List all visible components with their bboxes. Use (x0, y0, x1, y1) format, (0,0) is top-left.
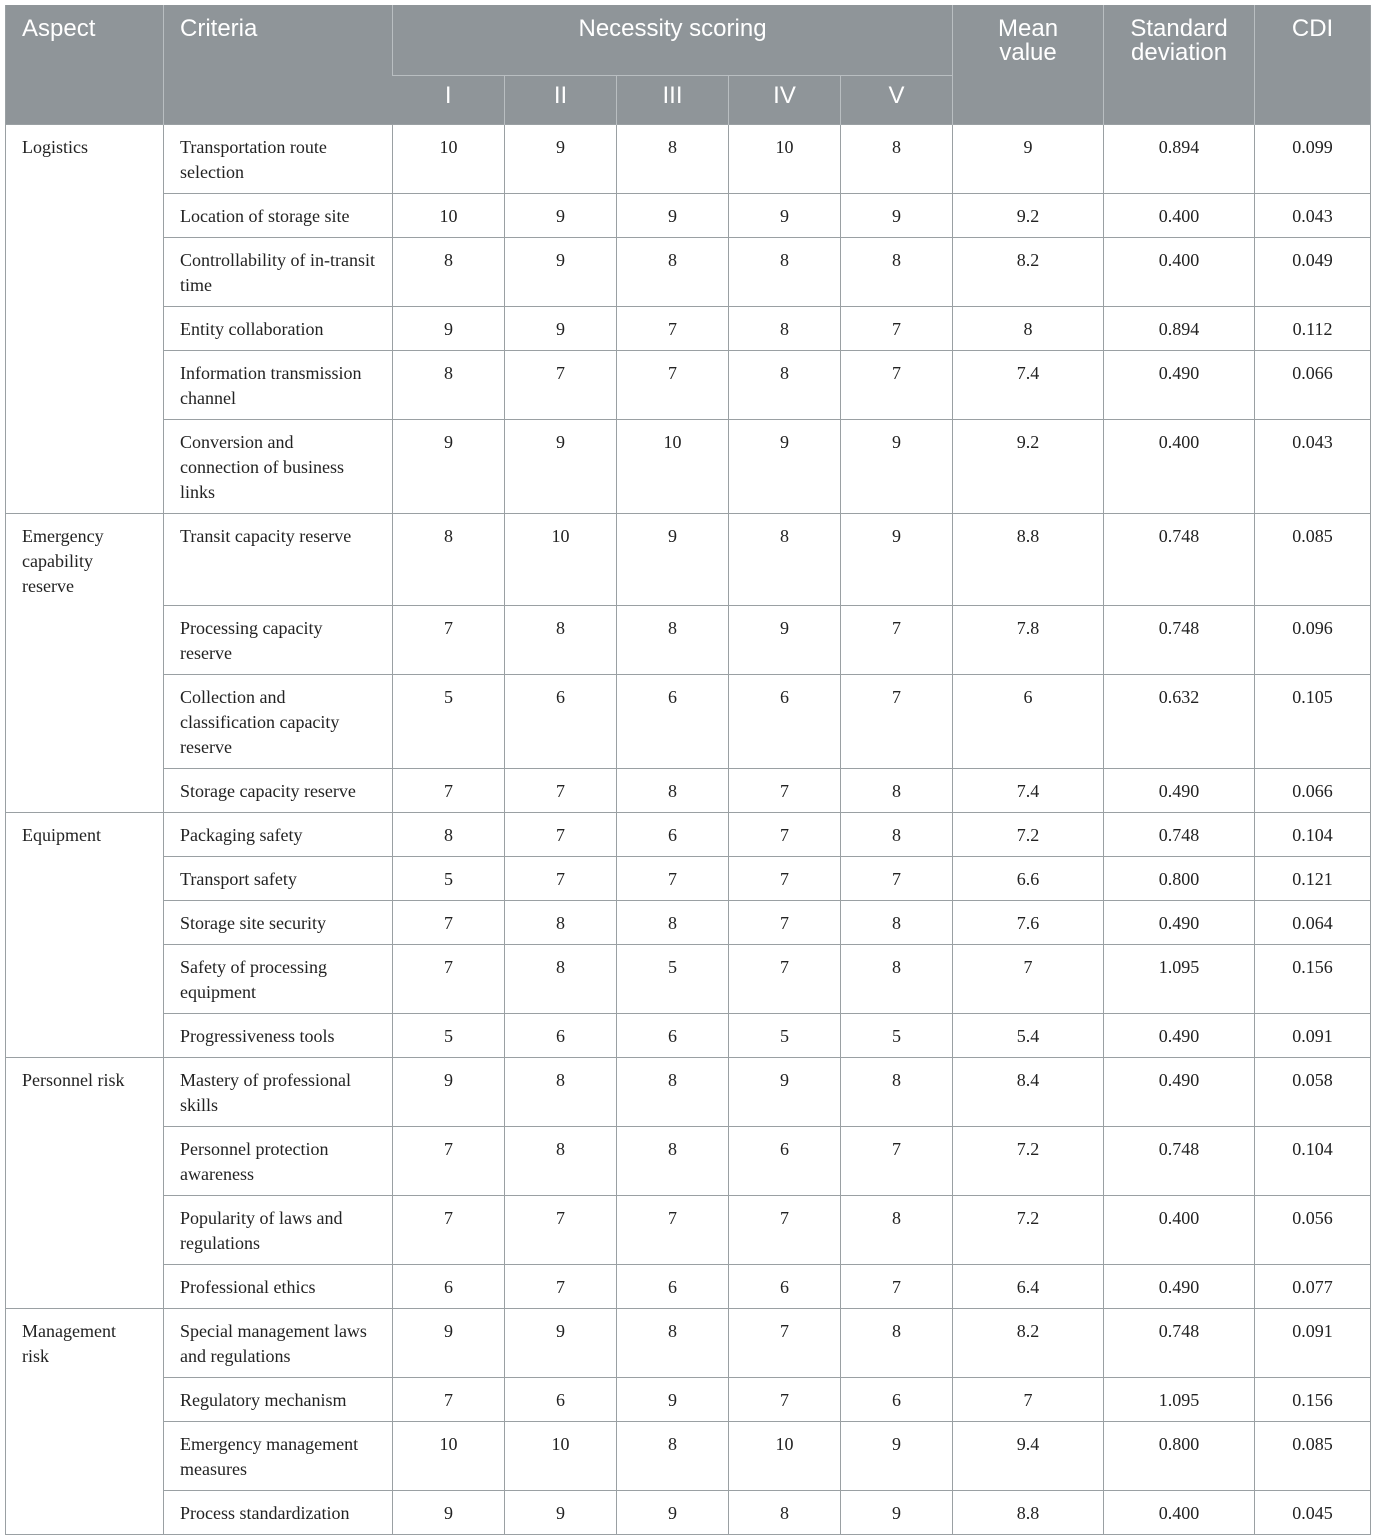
score-cell: 10 (617, 420, 729, 514)
score-cell: 8 (729, 307, 841, 351)
table-row (6, 351, 1371, 420)
header-expert-4: IV (729, 76, 841, 125)
score-cell: 9 (617, 1491, 729, 1535)
score-cell: 8 (841, 1196, 953, 1265)
standard-deviation-cell: 1.095 (1104, 945, 1255, 1014)
score-cell: 5 (393, 857, 505, 901)
mean-value-cell: 7.6 (953, 901, 1104, 945)
header-necessity-scoring: Necessity scoring (393, 5, 953, 76)
score-cell: 7 (393, 945, 505, 1014)
mean-value-cell: 9.4 (953, 1422, 1104, 1491)
score-cell: 8 (841, 1309, 953, 1378)
cdi-table (5, 5, 1371, 1535)
mean-value-cell: 7 (953, 1378, 1104, 1422)
score-cell: 6 (617, 813, 729, 857)
score-cell: 9 (393, 1491, 505, 1535)
table-row (6, 945, 1371, 1014)
score-cell: 6 (617, 675, 729, 769)
score-cell: 8 (841, 238, 953, 307)
criteria-cell: Conversion and connection of business links (164, 420, 393, 514)
standard-deviation-cell: 0.490 (1104, 1058, 1255, 1127)
score-cell: 8 (505, 945, 617, 1014)
table-row (6, 194, 1371, 238)
table-row (6, 1309, 1371, 1378)
score-cell: 7 (505, 1196, 617, 1265)
score-cell: 8 (393, 514, 505, 606)
score-cell: 9 (841, 194, 953, 238)
score-cell: 5 (393, 675, 505, 769)
score-cell: 8 (841, 769, 953, 813)
score-cell: 8 (505, 1127, 617, 1196)
score-cell: 9 (505, 125, 617, 194)
criteria-cell: Transportation route selection (164, 125, 393, 194)
score-cell: 8 (841, 1058, 953, 1127)
score-cell: 7 (729, 769, 841, 813)
score-cell: 9 (841, 420, 953, 514)
score-cell: 7 (617, 351, 729, 420)
standard-deviation-cell: 0.400 (1104, 194, 1255, 238)
mean-value-cell: 8.2 (953, 238, 1104, 307)
header-expert-3: III (617, 76, 729, 125)
criteria-cell: Location of storage site (164, 194, 393, 238)
criteria-cell: Popularity of laws and regulations (164, 1196, 393, 1265)
standard-deviation-cell: 0.748 (1104, 1127, 1255, 1196)
score-cell: 10 (505, 1422, 617, 1491)
score-cell: 7 (841, 351, 953, 420)
score-cell: 7 (505, 1265, 617, 1309)
table-row (6, 1491, 1371, 1535)
score-cell: 9 (393, 1309, 505, 1378)
table-row (6, 307, 1371, 351)
standard-deviation-cell: 0.400 (1104, 1491, 1255, 1535)
score-cell: 5 (841, 1014, 953, 1058)
score-cell: 8 (617, 901, 729, 945)
score-cell: 9 (841, 514, 953, 606)
score-cell: 8 (617, 1422, 729, 1491)
cdi-cell: 0.064 (1255, 901, 1371, 945)
score-cell: 8 (841, 125, 953, 194)
score-cell: 7 (729, 1196, 841, 1265)
cdi-cell: 0.104 (1255, 1127, 1371, 1196)
table-row (6, 901, 1371, 945)
score-cell: 6 (617, 1265, 729, 1309)
header-cdi: CDI (1255, 5, 1371, 125)
table-row (6, 1058, 1371, 1127)
mean-value-cell: 7.4 (953, 769, 1104, 813)
cdi-cell: 0.058 (1255, 1058, 1371, 1127)
standard-deviation-cell: 0.894 (1104, 125, 1255, 194)
score-cell: 7 (617, 1196, 729, 1265)
score-cell: 5 (729, 1014, 841, 1058)
table-row (6, 857, 1371, 901)
score-cell: 9 (729, 606, 841, 675)
score-cell: 9 (841, 1491, 953, 1535)
mean-value-cell: 7.2 (953, 813, 1104, 857)
score-cell: 8 (617, 606, 729, 675)
mean-value-cell: 9.2 (953, 420, 1104, 514)
score-cell: 9 (617, 1378, 729, 1422)
score-cell: 8 (393, 813, 505, 857)
score-cell: 7 (393, 769, 505, 813)
cdi-cell: 0.099 (1255, 125, 1371, 194)
mean-value-cell: 6.4 (953, 1265, 1104, 1309)
mean-value-cell: 7.2 (953, 1196, 1104, 1265)
score-cell: 9 (505, 1309, 617, 1378)
aspect-cell: Logistics (6, 125, 164, 514)
mean-value-cell: 7.8 (953, 606, 1104, 675)
score-cell: 8 (841, 901, 953, 945)
score-cell: 7 (729, 813, 841, 857)
header-expert-5: V (841, 76, 953, 125)
score-cell: 8 (729, 514, 841, 606)
table-row (6, 125, 1371, 194)
cdi-cell: 0.091 (1255, 1309, 1371, 1378)
mean-value-cell: 6.6 (953, 857, 1104, 901)
mean-value-cell: 9 (953, 125, 1104, 194)
criteria-cell: Storage site security (164, 901, 393, 945)
score-cell: 8 (393, 238, 505, 307)
cdi-cell: 0.066 (1255, 351, 1371, 420)
score-cell: 10 (393, 125, 505, 194)
score-cell: 9 (505, 420, 617, 514)
cdi-cell: 0.043 (1255, 194, 1371, 238)
cdi-cell: 0.156 (1255, 1378, 1371, 1422)
score-cell: 5 (393, 1014, 505, 1058)
score-cell: 9 (393, 307, 505, 351)
standard-deviation-cell: 0.400 (1104, 420, 1255, 514)
criteria-cell: Mastery of professional skills (164, 1058, 393, 1127)
score-cell: 6 (505, 1378, 617, 1422)
score-cell: 7 (505, 351, 617, 420)
criteria-cell: Personnel protection awareness (164, 1127, 393, 1196)
header-expert-1: I (393, 76, 505, 125)
score-cell: 7 (841, 675, 953, 769)
cdi-cell: 0.077 (1255, 1265, 1371, 1309)
mean-value-cell: 8.8 (953, 514, 1104, 606)
mean-value-cell: 7.2 (953, 1127, 1104, 1196)
standard-deviation-cell: 0.400 (1104, 238, 1255, 307)
cdi-cell: 0.121 (1255, 857, 1371, 901)
score-cell: 10 (393, 1422, 505, 1491)
score-cell: 8 (617, 1309, 729, 1378)
standard-deviation-cell: 0.490 (1104, 351, 1255, 420)
table-row (6, 769, 1371, 813)
score-cell: 7 (393, 1127, 505, 1196)
standard-deviation-cell: 0.894 (1104, 307, 1255, 351)
table-row (6, 514, 1371, 606)
mean-value-cell: 8.4 (953, 1058, 1104, 1127)
standard-deviation-cell: 0.632 (1104, 675, 1255, 769)
criteria-cell: Professional ethics (164, 1265, 393, 1309)
table-row (6, 238, 1371, 307)
score-cell: 6 (505, 1014, 617, 1058)
header-mean-value: Mean value (953, 5, 1104, 125)
score-cell: 8 (617, 1058, 729, 1127)
score-cell: 8 (617, 769, 729, 813)
criteria-cell: Progressiveness tools (164, 1014, 393, 1058)
score-cell: 9 (505, 1491, 617, 1535)
score-cell: 9 (729, 194, 841, 238)
table-row (6, 1196, 1371, 1265)
score-cell: 8 (841, 945, 953, 1014)
table-row (6, 420, 1371, 514)
cdi-cell: 0.105 (1255, 675, 1371, 769)
score-cell: 8 (729, 1491, 841, 1535)
score-cell: 7 (505, 813, 617, 857)
table-header (6, 5, 1371, 125)
score-cell: 7 (729, 1309, 841, 1378)
cdi-cell: 0.085 (1255, 514, 1371, 606)
standard-deviation-cell: 0.400 (1104, 1196, 1255, 1265)
cdi-cell: 0.043 (1255, 420, 1371, 514)
cdi-cell: 0.091 (1255, 1014, 1371, 1058)
score-cell: 7 (393, 606, 505, 675)
aspect-cell: Management risk (6, 1309, 164, 1535)
criteria-cell: Controllability of in-transit time (164, 238, 393, 307)
table-row (6, 1265, 1371, 1309)
table-row (6, 813, 1371, 857)
mean-value-cell: 7.4 (953, 351, 1104, 420)
table-row (6, 675, 1371, 769)
standard-deviation-cell: 0.490 (1104, 1265, 1255, 1309)
score-cell: 7 (393, 901, 505, 945)
score-cell: 8 (505, 901, 617, 945)
criteria-cell: Storage capacity reserve (164, 769, 393, 813)
score-cell: 6 (617, 1014, 729, 1058)
header-standard-deviation: Standard deviation (1104, 5, 1255, 125)
score-cell: 10 (505, 514, 617, 606)
score-cell: 9 (617, 514, 729, 606)
cdi-cell: 0.096 (1255, 606, 1371, 675)
score-cell: 10 (729, 125, 841, 194)
score-cell: 9 (393, 420, 505, 514)
score-cell: 7 (729, 945, 841, 1014)
standard-deviation-cell: 0.490 (1104, 901, 1255, 945)
score-cell: 7 (393, 1196, 505, 1265)
table-body (6, 125, 1371, 1535)
score-cell: 8 (617, 1127, 729, 1196)
mean-value-cell: 8.8 (953, 1491, 1104, 1535)
cdi-cell: 0.085 (1255, 1422, 1371, 1491)
standard-deviation-cell: 0.800 (1104, 857, 1255, 901)
criteria-cell: Entity collaboration (164, 307, 393, 351)
score-cell: 7 (841, 606, 953, 675)
score-cell: 8 (505, 1058, 617, 1127)
score-cell: 7 (841, 1265, 953, 1309)
standard-deviation-cell: 0.490 (1104, 769, 1255, 813)
mean-value-cell: 7 (953, 945, 1104, 1014)
score-cell: 7 (841, 307, 953, 351)
criteria-cell: Safety of processing equipment (164, 945, 393, 1014)
criteria-cell: Packaging safety (164, 813, 393, 857)
table-row (6, 1127, 1371, 1196)
score-cell: 7 (505, 857, 617, 901)
score-cell: 6 (841, 1378, 953, 1422)
cdi-cell: 0.045 (1255, 1491, 1371, 1535)
score-cell: 10 (729, 1422, 841, 1491)
score-cell: 9 (393, 1058, 505, 1127)
table-row (6, 606, 1371, 675)
criteria-cell: Regulatory mechanism (164, 1378, 393, 1422)
aspect-cell: Equipment (6, 813, 164, 1058)
score-cell: 7 (393, 1378, 505, 1422)
table-row (6, 1014, 1371, 1058)
criteria-cell: Transit capacity reserve (164, 514, 393, 606)
standard-deviation-cell: 0.748 (1104, 1309, 1255, 1378)
score-cell: 10 (393, 194, 505, 238)
score-cell: 6 (729, 1127, 841, 1196)
mean-value-cell: 8.2 (953, 1309, 1104, 1378)
header-criteria: Criteria (164, 5, 393, 125)
criteria-cell: Transport safety (164, 857, 393, 901)
score-cell: 7 (729, 1378, 841, 1422)
criteria-cell: Special management laws and regulations (164, 1309, 393, 1378)
score-cell: 6 (729, 675, 841, 769)
score-cell: 8 (617, 125, 729, 194)
score-cell: 8 (393, 351, 505, 420)
cdi-cell: 0.104 (1255, 813, 1371, 857)
score-cell: 7 (729, 901, 841, 945)
score-cell: 8 (505, 606, 617, 675)
score-cell: 7 (841, 857, 953, 901)
cdi-cell: 0.056 (1255, 1196, 1371, 1265)
aspect-cell: Personnel risk (6, 1058, 164, 1309)
score-cell: 7 (617, 307, 729, 351)
criteria-cell: Process standardization (164, 1491, 393, 1535)
score-cell: 8 (729, 238, 841, 307)
score-cell: 7 (729, 857, 841, 901)
criteria-cell: Processing capacity reserve (164, 606, 393, 675)
criteria-cell: Collection and classification capacity reserve (164, 675, 393, 769)
score-cell: 9 (841, 1422, 953, 1491)
score-cell: 9 (617, 194, 729, 238)
mean-value-cell: 9.2 (953, 194, 1104, 238)
cdi-cell: 0.112 (1255, 307, 1371, 351)
criteria-cell: Emergency management measures (164, 1422, 393, 1491)
standard-deviation-cell: 1.095 (1104, 1378, 1255, 1422)
table-row (6, 1378, 1371, 1422)
standard-deviation-cell: 0.800 (1104, 1422, 1255, 1491)
score-cell: 6 (729, 1265, 841, 1309)
header-aspect: Aspect (6, 5, 164, 125)
header-expert-2: II (505, 76, 617, 125)
score-cell: 6 (505, 675, 617, 769)
score-cell: 6 (393, 1265, 505, 1309)
mean-value-cell: 6 (953, 675, 1104, 769)
score-cell: 8 (617, 238, 729, 307)
standard-deviation-cell: 0.490 (1104, 1014, 1255, 1058)
score-cell: 9 (505, 194, 617, 238)
standard-deviation-cell: 0.748 (1104, 514, 1255, 606)
score-cell: 9 (729, 420, 841, 514)
score-cell: 5 (617, 945, 729, 1014)
mean-value-cell: 5.4 (953, 1014, 1104, 1058)
cdi-cell: 0.066 (1255, 769, 1371, 813)
score-cell: 8 (729, 351, 841, 420)
score-cell: 7 (617, 857, 729, 901)
aspect-cell: Emergency capability reserve (6, 514, 164, 813)
mean-value-cell: 8 (953, 307, 1104, 351)
standard-deviation-cell: 0.748 (1104, 813, 1255, 857)
score-cell: 9 (505, 238, 617, 307)
table-row (6, 1422, 1371, 1491)
cdi-cell: 0.049 (1255, 238, 1371, 307)
score-cell: 7 (505, 769, 617, 813)
score-cell: 9 (505, 307, 617, 351)
standard-deviation-cell: 0.748 (1104, 606, 1255, 675)
score-cell: 8 (841, 813, 953, 857)
score-cell: 7 (841, 1127, 953, 1196)
cdi-cell: 0.156 (1255, 945, 1371, 1014)
criteria-cell: Information transmission channel (164, 351, 393, 420)
score-cell: 9 (729, 1058, 841, 1127)
